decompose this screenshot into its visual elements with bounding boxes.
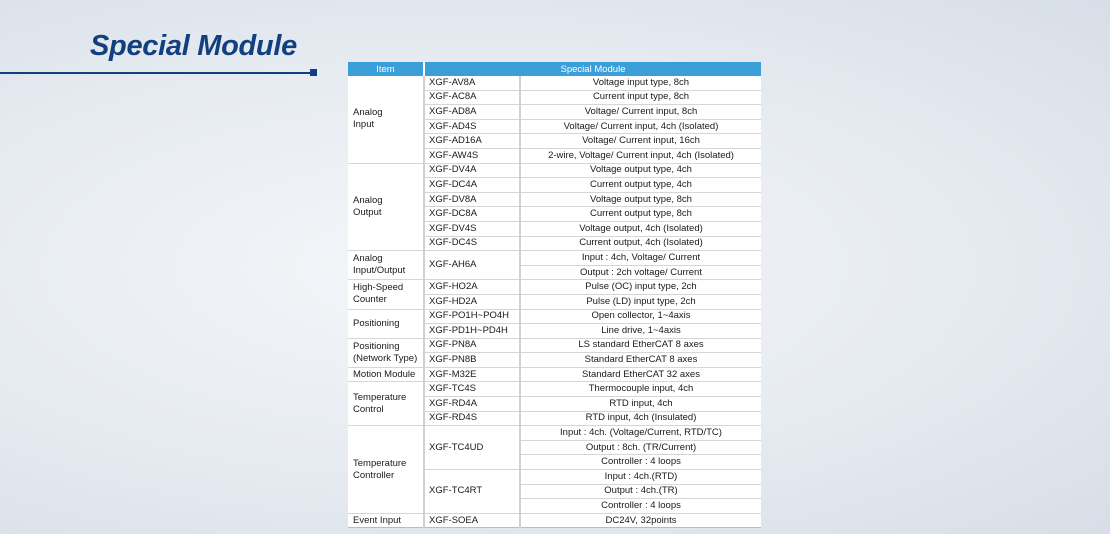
model-name: XGF-HD2A xyxy=(424,294,520,309)
item-category xyxy=(348,338,424,367)
item-category-line: Control xyxy=(353,403,384,415)
title-underline xyxy=(0,72,312,74)
special-module-table xyxy=(348,62,761,528)
module-description: Voltage output type, 4ch xyxy=(520,163,761,178)
model-name: XGF-AV8A xyxy=(424,76,520,90)
module-description: RTD input, 4ch xyxy=(520,397,761,412)
item-category xyxy=(348,426,424,514)
model-name: XGF-AD16A xyxy=(424,134,520,149)
table-row xyxy=(348,367,761,382)
module-description: Controller : 4 loops xyxy=(520,499,761,514)
model-name: XGF-SOEA xyxy=(424,513,520,528)
module-description: Pulse (OC) input type, 2ch xyxy=(520,280,761,295)
table-row xyxy=(348,76,761,90)
table-row xyxy=(348,251,761,266)
item-category xyxy=(348,513,424,528)
item-category xyxy=(348,163,424,251)
model-name: XGF-AC8A xyxy=(424,90,520,105)
model-name: XGF-PN8A xyxy=(424,338,520,353)
model-name: XGF-RD4S xyxy=(424,411,520,426)
header-item: Item xyxy=(348,62,424,76)
item-category-line: Event Input xyxy=(353,514,402,526)
module-description: Voltage output type, 8ch xyxy=(520,192,761,207)
model-name: XGF-M32E xyxy=(424,367,520,382)
model-name: XGF-HO2A xyxy=(424,280,520,295)
model-name: XGF-RD4A xyxy=(424,397,520,412)
model-name: XGF-TC4RT xyxy=(424,470,520,514)
table-header-row xyxy=(348,62,761,76)
model-name: XGF-DV8A xyxy=(424,192,520,207)
table-row xyxy=(348,338,761,353)
item-category-line: Input/Output xyxy=(353,265,406,277)
item-category-line: Counter xyxy=(353,294,387,306)
module-description: Voltage/ Current input, 4ch (Isolated) xyxy=(520,119,761,134)
item-category-line: Motion Module xyxy=(353,368,416,380)
table-body xyxy=(348,76,761,528)
item-category-line: Output xyxy=(353,206,382,218)
model-name: XGF-DC4A xyxy=(424,178,520,193)
module-description: Voltage input type, 8ch xyxy=(520,76,761,90)
model-name: XGF-DC8A xyxy=(424,207,520,222)
table-row xyxy=(348,280,761,295)
module-description: Line drive, 1~4axis xyxy=(520,324,761,339)
item-category-line: High-Speed xyxy=(353,282,404,294)
item-category-line: Temperature xyxy=(353,391,407,403)
item-category-line: Analog xyxy=(353,107,383,119)
model-name: XGF-PN8B xyxy=(424,353,520,368)
module-description: Standard EtherCAT 32 axes xyxy=(520,367,761,382)
model-name: XGF-TC4S xyxy=(424,382,520,397)
module-description: 2-wire, Voltage/ Current input, 4ch (Isolated) xyxy=(520,148,761,163)
model-name: XGF-AD8A xyxy=(424,105,520,120)
model-name: XGF-DV4S xyxy=(424,221,520,236)
item-category-line: Analog xyxy=(353,253,383,265)
module-description: Voltage output, 4ch (Isolated) xyxy=(520,221,761,236)
module-description: Output : 8ch. (TR/Current) xyxy=(520,440,761,455)
model-name: XGF-PO1H~PO4H xyxy=(424,309,520,324)
module-description: Open collector, 1~4axis xyxy=(520,309,761,324)
item-category xyxy=(348,309,424,338)
item-category xyxy=(348,76,424,163)
module-description: Output : 4ch.(TR) xyxy=(520,484,761,499)
module-description: Controller : 4 loops xyxy=(520,455,761,470)
table-row xyxy=(348,163,761,178)
item-category xyxy=(348,382,424,426)
module-description: Input : 4ch.(RTD) xyxy=(520,470,761,485)
page-title: Special Module xyxy=(90,30,297,62)
table-row xyxy=(348,426,761,441)
model-name: XGF-DC4S xyxy=(424,236,520,251)
model-name: XGF-PD1H~PD4H xyxy=(424,324,520,339)
module-description: Current input type, 8ch xyxy=(520,90,761,105)
module-description: Input : 4ch, Voltage/ Current xyxy=(520,251,761,266)
module-description: Voltage/ Current input, 16ch xyxy=(520,134,761,149)
module-description: RTD input, 4ch (Insulated) xyxy=(520,411,761,426)
module-description: Standard EtherCAT 8 axes xyxy=(520,353,761,368)
model-name: XGF-AW4S xyxy=(424,148,520,163)
module-description: Current output type, 8ch xyxy=(520,207,761,222)
module-description: LS standard EtherCAT 8 axes xyxy=(520,338,761,353)
table-row xyxy=(348,513,761,528)
module-description: DC24V, 32points xyxy=(520,513,761,528)
item-category xyxy=(348,367,424,382)
module-description: Current output, 4ch (Isolated) xyxy=(520,236,761,251)
module-description: Current output type, 4ch xyxy=(520,178,761,193)
module-description: Voltage/ Current input, 8ch xyxy=(520,105,761,120)
item-category xyxy=(348,280,424,309)
table-row xyxy=(348,382,761,397)
model-name: XGF-TC4UD xyxy=(424,426,520,470)
module-description: Thermocouple input, 4ch xyxy=(520,382,761,397)
item-category-line: Controller xyxy=(353,469,395,481)
model-name: XGF-DV4A xyxy=(424,163,520,178)
item-category-line: Analog xyxy=(353,194,383,206)
model-name: XGF-AD4S xyxy=(424,119,520,134)
header-special-module: Special Module xyxy=(424,62,761,76)
title-underline-endcap xyxy=(310,69,317,76)
item-category xyxy=(348,251,424,280)
model-name: XGF-AH6A xyxy=(424,251,520,280)
item-category-line: Temperature xyxy=(353,457,407,469)
item-category-line: Positioning xyxy=(353,317,400,329)
item-category-line: (Network Type) xyxy=(353,352,418,364)
module-description: Output : 2ch voltage/ Current xyxy=(520,265,761,280)
table-row xyxy=(348,309,761,324)
module-description: Input : 4ch. (Voltage/Current, RTD/TC) xyxy=(520,426,761,441)
item-category-line: Input xyxy=(353,119,375,131)
module-description: Pulse (LD) input type, 2ch xyxy=(520,294,761,309)
item-category-line: Positioning xyxy=(353,340,400,352)
